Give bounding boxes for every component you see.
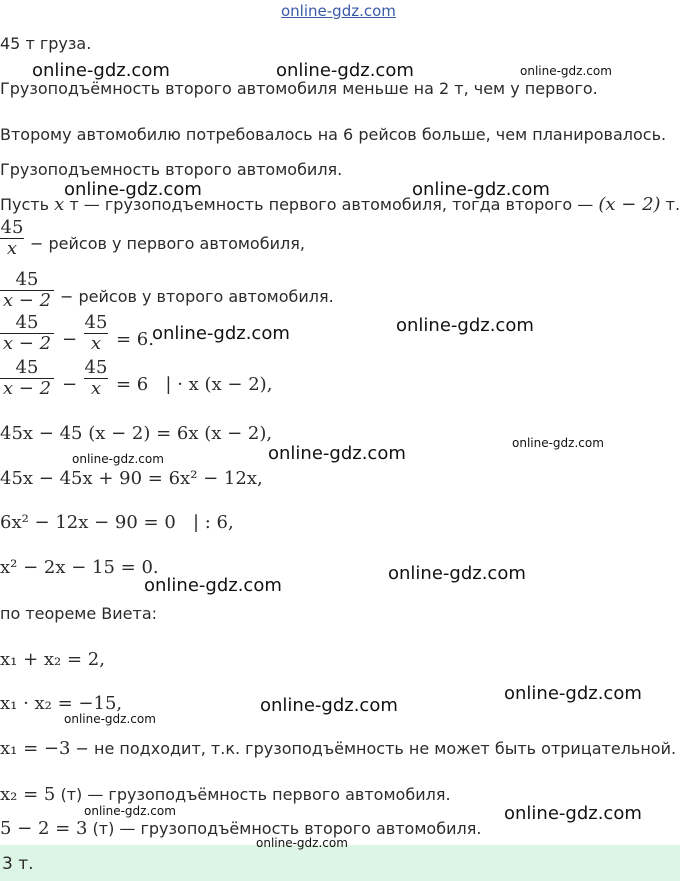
equation-simplified: 45x − 45x + 90 = 6x² − 12x, xyxy=(0,468,263,489)
watermark: online-gdz.com xyxy=(268,443,406,464)
watermark: online-gdz.com xyxy=(388,563,526,584)
fraction-numerator: 45 xyxy=(15,312,39,333)
let-expression: (x − 2) xyxy=(598,194,661,215)
eq1-fraction-b xyxy=(84,313,108,354)
eq2-fraction-b xyxy=(84,358,108,399)
let-text-a: Пусть xyxy=(0,195,55,214)
watermark: online-gdz.com xyxy=(144,575,282,596)
fraction-denominator: x xyxy=(90,378,102,399)
fraction-numerator: 45 xyxy=(0,217,24,238)
fraction-denominator: x − 2 xyxy=(2,378,52,399)
vieta-sum: x₁ + x₂ = 2, xyxy=(0,649,105,670)
equation-reduced: x² − 2x − 15 = 0. xyxy=(0,557,159,578)
result-text: (т) — грузоподъёмность второго автомобиля. xyxy=(87,819,482,838)
eq2-rhs: = 6 | · x (x − 2), xyxy=(116,374,273,395)
watermark: online-gdz.com xyxy=(72,452,164,466)
site-header-logo[interactable]: online-gdz.com xyxy=(281,2,396,20)
fraction-denominator: x − 2 xyxy=(2,333,52,354)
answer-box xyxy=(0,845,680,881)
answer-text: 3 т. xyxy=(2,854,34,874)
eq1-rhs: = 6. xyxy=(116,329,154,350)
fraction-denominator: x xyxy=(6,238,18,259)
fraction-denominator: x xyxy=(90,333,102,354)
fraction-denominator: x − 2 xyxy=(2,290,52,311)
let-text-b: т — грузоподъемность первого автомобиля, тогда второго — xyxy=(64,195,599,214)
root-rejected-text: − не подходит, т.к. грузоподъёмность не может быть отрицательной. xyxy=(70,739,677,758)
fraction-trips-first xyxy=(0,218,24,259)
watermark: online-gdz.com xyxy=(32,60,170,81)
eq2-minus: − xyxy=(62,374,78,395)
watermark: online-gdz.com xyxy=(64,179,202,200)
watermark: online-gdz.com xyxy=(64,712,156,726)
eq2-fraction-a xyxy=(0,358,54,399)
given-capacity-difference: Грузоподъёмность второго автомобиля меньше на 2 т, чем у первого. xyxy=(0,79,598,98)
watermark: online-gdz.com xyxy=(520,64,612,78)
watermark: online-gdz.com xyxy=(412,179,550,200)
watermark: online-gdz.com xyxy=(396,315,534,336)
second-capacity-result xyxy=(0,819,481,839)
given-extra-trips: Второму автомобилю потребовалось на 6 рейсов больше, чем планировалось. xyxy=(0,125,667,144)
watermark: online-gdz.com xyxy=(152,323,290,344)
fraction-numerator: 45 xyxy=(84,312,108,333)
fraction-numerator: 45 xyxy=(15,357,39,378)
equation-expanded: 45x − 45 (x − 2) = 6x (x − 2), xyxy=(0,423,273,444)
watermark: online-gdz.com xyxy=(276,60,414,81)
watermark: online-gdz.com xyxy=(512,436,604,450)
watermark: online-gdz.com xyxy=(256,836,348,850)
fraction-numerator: 45 xyxy=(84,357,108,378)
fraction-trips-second xyxy=(0,270,54,311)
watermark: online-gdz.com xyxy=(260,695,398,716)
find-statement: Грузоподъемность второго автомобиля. xyxy=(0,160,343,179)
root-accepted-expr: x₂ = 5 xyxy=(0,784,56,805)
root-accepted-text: (т) — грузоподъёмность первого автомобиля. xyxy=(55,785,451,804)
watermark: online-gdz.com xyxy=(504,803,642,824)
fraction-numerator: 45 xyxy=(15,269,39,290)
result-expr: 5 − 2 = 3 xyxy=(0,818,88,839)
root-accepted xyxy=(0,785,451,805)
eq1-fraction-a xyxy=(0,313,54,354)
vieta-heading: по теореме Виета: xyxy=(0,604,158,623)
watermark: online-gdz.com xyxy=(84,804,176,818)
trips-first-label: − рейсов у первого автомобиля, xyxy=(30,234,305,253)
let-variable: x xyxy=(54,194,65,215)
root-rejected-expr: x₁ = −3 xyxy=(0,738,71,759)
watermark: online-gdz.com xyxy=(504,683,642,704)
vieta-product: x₁ · x₂ = −15, xyxy=(0,693,123,714)
root-rejected xyxy=(0,739,676,759)
eq1-minus: − xyxy=(62,329,78,350)
let-text-c: т. xyxy=(660,195,680,214)
given-cargo: 45 т груза. xyxy=(0,34,92,53)
equation-quadratic: 6x² − 12x − 90 = 0 | : 6, xyxy=(0,512,234,533)
trips-second-label: − рейсов у второго автомобиля. xyxy=(60,287,334,306)
